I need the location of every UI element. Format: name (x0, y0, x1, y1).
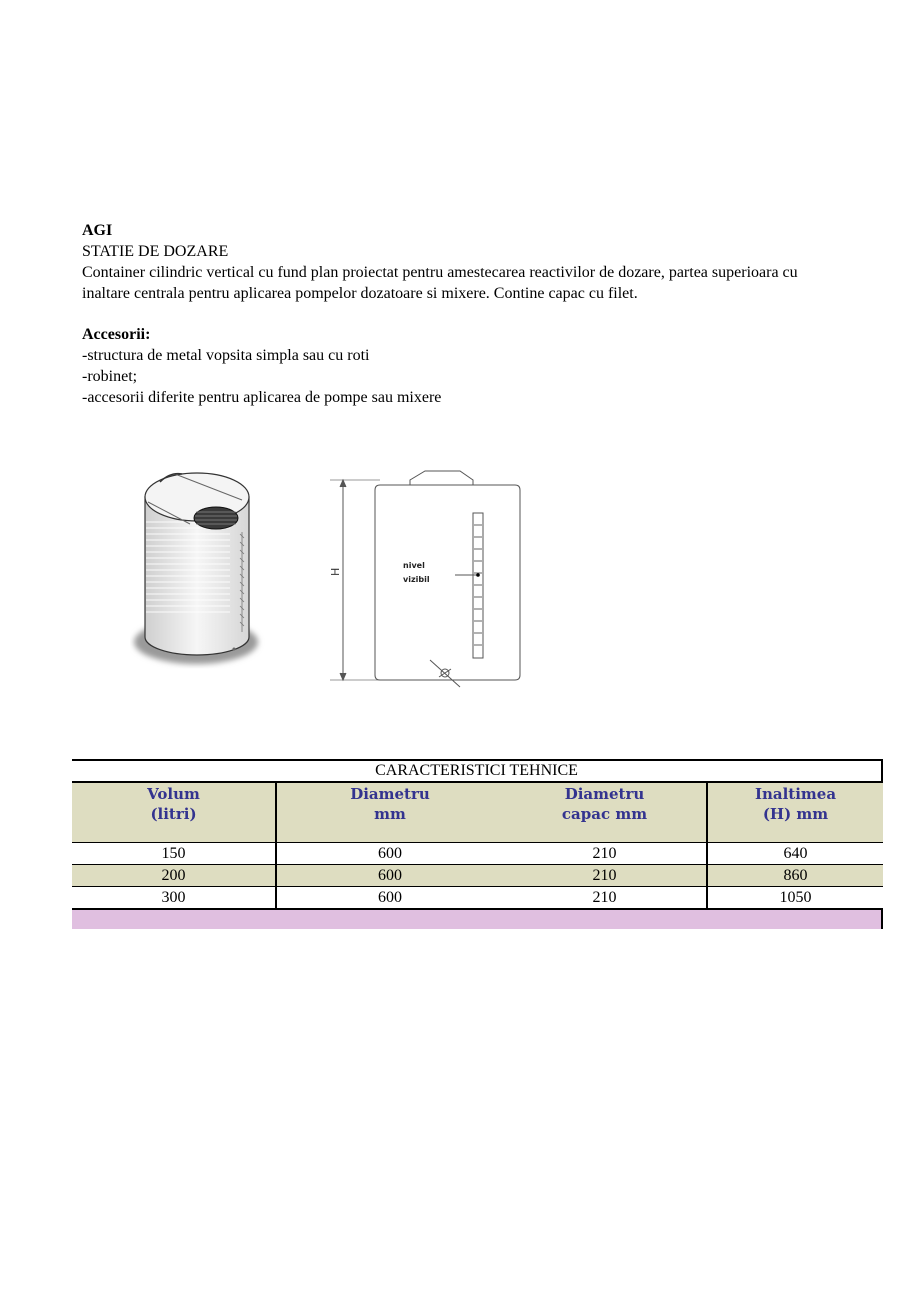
tank-technical-drawing (325, 465, 535, 690)
cell-volume: 150 (72, 843, 277, 864)
level-label-line2: vizibil (403, 575, 430, 584)
table-caption: CARACTERISTICI TEHNICE (72, 759, 883, 781)
cell-volume: 200 (72, 865, 277, 886)
table-row (72, 843, 883, 864)
column-header-height: Inaltimea (H) mm (754, 785, 837, 823)
column-header-volume: Volum (litri) (72, 783, 277, 842)
cell-lid-diameter: 210 (503, 887, 708, 908)
cell-diameter: 600 (378, 867, 402, 884)
cell-height: 640 (783, 845, 808, 862)
height-label: H (329, 567, 342, 576)
table-row (72, 886, 883, 908)
product-code: AGI (82, 222, 113, 239)
table-row (72, 864, 883, 886)
column-header-diameter: Diametru mm (350, 785, 430, 823)
column-header-lid-diameter: Diametru capac mm (503, 783, 708, 842)
cell-lid-diameter: 210 (503, 865, 708, 886)
accessory-item: -structura de metal vopsita simpla sau cu roti (82, 347, 370, 364)
cell-diameter: 600 (378, 845, 402, 862)
cell-diameter: 600 (378, 889, 402, 906)
accessories-title: Accesorii: (82, 326, 151, 343)
tank-3d-illustration (130, 462, 265, 672)
table-header-row (72, 781, 883, 843)
product-description: Container cilindric vertical cu fund plan proiectat pentru amestecarea reactivilor de dozare, partea superioara cu inaltare centrala pentru aplicarea pompelor dozatoare si mixere. Contine capac cu filet. (82, 264, 798, 302)
product-name: STATIE DE DOZARE (82, 243, 229, 260)
technical-specs-table (72, 759, 883, 929)
level-label-line1: nivel (403, 561, 425, 570)
cell-lid-diameter: 210 (503, 843, 708, 864)
table-footer-band (72, 908, 883, 929)
product-description-block (82, 220, 842, 408)
cell-height: 860 (783, 867, 808, 884)
accessory-item: -robinet; (82, 368, 138, 385)
accessory-item: -accesorii diferite pentru aplicarea de pompe sau mixere (82, 389, 442, 406)
cell-volume: 300 (72, 887, 277, 908)
cell-height: 1050 (779, 889, 812, 906)
